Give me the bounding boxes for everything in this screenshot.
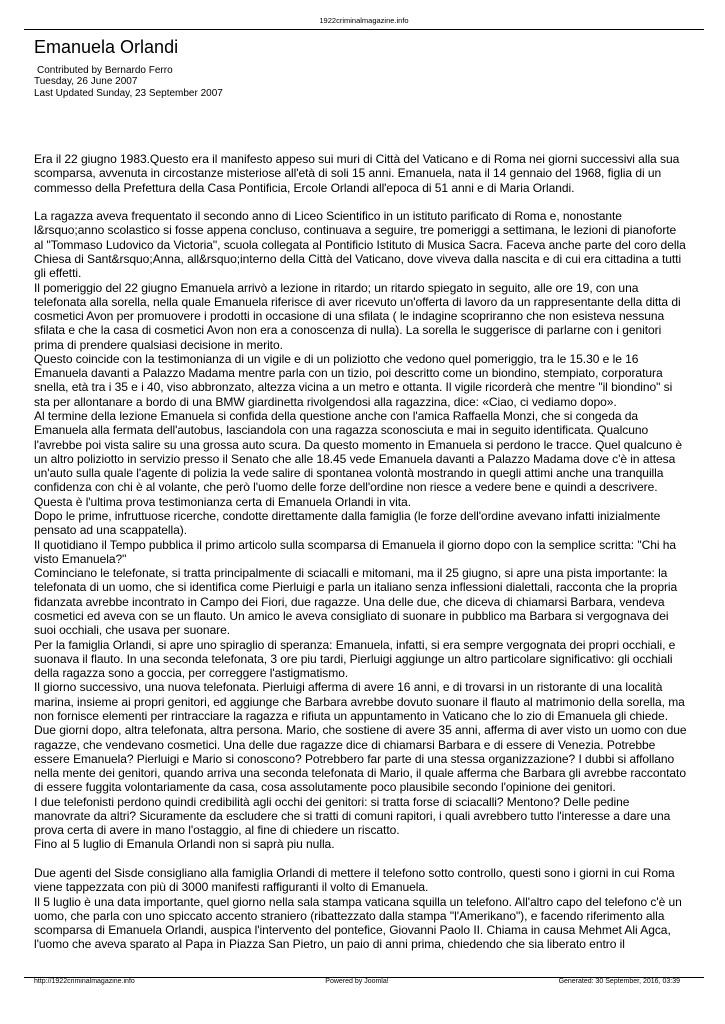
article-paragraph: Il giorno successivo, una nuova telefonata. Pierluigi afferma di avere 16 anni, e di trovarsi in un ristorante di una località marina, insieme ai propri genitori, ed aggiunge che Barbara avrebbe dovuto suonare il flauto al matrimonio della sorella, ma non fornisce elementi per rintracciare la ragazza e rifiuta un appuntamento in Vaticano che lo zio di Emanuela gli chiede. [34, 680, 685, 723]
article-paragraph: Era il 22 giugno 1983.Questo era il manifesto appeso sui muri di Città del Vaticano e di Roma nei giorni successivi alla sua scomparsa, avvenuta in circostanze misteriose all'età di soli 15 anni. Emanuela, nata il 14 gennaio del 1968, figlia di un commesso della Prefettura della Casa Pontificia, Ercole Orlandi all'epoca di 51 anni e di Maria Orlandi. [34, 152, 680, 195]
header-divider [24, 29, 704, 30]
footer-powered-by: Powered by Joomla! [325, 978, 389, 985]
article-paragraph: Per la famiglia Orlandi, si apre uno spiraglio di speranza: Emanuela, infatti, si era sempre vergognata dei propri occhiali, e suonava il flauto. In una seconda telefonata, 3 ore piu tardi, Pierluigi aggiunge un altro particolare significativo: gli occhiali della ragazza sono a goccia, per correggere l'astigmatismo. [34, 637, 676, 681]
article-updated: Last Updated Sunday, 23 September 2007 [34, 87, 223, 99]
article-paragraph: Fino al 5 luglio di Emanula Orlandi non si saprà piu nulla. [34, 837, 335, 852]
site-header: 1922criminalmagazine.info [319, 16, 409, 25]
article-paragraph: Cominciano le telefonate, si tratta principalmente di sciacalli e mitomani, ma il 25 giugno, si apre una pista importante: la telefonata di un uomo, che si identifica come Pierluigi e parla un italiano senza inflessioni dialettali, racconta che la propria fidanzata avrebbe incontrato in Campo dei Fiori, due ragazze. Una delle due, che diceva di chiamarsi Barbara, vendeva cosmetici ed aveva con se un flauto. Un amico le aveva consigliato di suonare in pubblico ma Barbara si vergognava dei suoi occhiali, che usava per suonare. [34, 566, 678, 638]
footer-url-link[interactable]: http://1922criminalmagazine.info [34, 978, 135, 985]
article-title: Emanuela Orlandi [34, 37, 179, 57]
article-paragraph: Questo coincide con la testimonianza di un vigile e di un poliziotto che vedono quel pomeriggio, tra le 15.30 e le 16 Emanuela davanti a Palazzo Madama mentre parla con un tizio, poi descritto come un biondino, stempiato, corporatura snella, età tra i 35 e i 40, viso abbronzato, altezza vicina a un metro e ottanta. Il vigile ricorderà che mentre "il biondino" si sta per allontanare a bordo di una BMW giardinetta rivolgendosi alla ragazzina, dice: «Ciao, ci vediamo dopo». [34, 351, 673, 409]
article-paragraph: Il quotidiano il Tempo pubblica il primo articolo sulla scomparsa di Emanuela il giorno dopo con la semplice scritta: "Chi ha visto Emanuela?" [34, 537, 677, 566]
article-paragraph: I due telefonisti perdono quindi credibilità agli occhi dei genitori: si tratta forse di sciacalli? Mentono? Delle pedine manovrate da altri? Sicuramente da escludere che si tratti di comuni rapitori, i quali avrebbero tutto l'interesse a dare una prova certa di avere in mano l'ostaggio, al fine di chiedere un riscatto. [34, 794, 671, 838]
article-paragraph: Due agenti del Sisde consigliano alla famiglia Orlandi di mettere il telefono sotto controllo, questi sono i giorni in cui Roma viene tappezzata con più di 3000 manifesti raffiguranti il volto di Emanuela. [34, 866, 675, 895]
footer-generated: Generated: 30 September, 2016, 03:39 [558, 978, 680, 985]
article-date: Tuesday, 26 June 2007 [34, 76, 138, 88]
site-footer [34, 977, 680, 987]
article-author: Contributed by Bernardo Ferro [37, 65, 173, 76]
article-paragraph: Dopo le prime, infruttuose ricerche, condotte direttamente dalla famiglia (le forze dell'ordine avevano infatti inizialmente pensato ad una scappatella). [34, 509, 661, 538]
article-paragraph: La ragazza aveva frequentato il secondo anno di Liceo Scientifico in un istituto parificato di Roma e, nonostante l&rsquo;anno scolastico si fosse appena concluso, continuava a seguire, tre pomeriggi a settimana, le lezioni di pianoforte al "Tommaso Ludovico da Victoria", scuola collegata al Pontificio Istituto di Musica Sacra. Faceva anche parte del coro della Chiesa di Sant&rsquo;Anna, all&rsquo;interno della Città del Vaticano, dove viveva dalla nascita e di cui era cittadina a tutti gli effetti. [34, 209, 686, 281]
article-paragraph: Il pomeriggio del 22 giugno Emanuela arrivò a lezione in ritardo; un ritardo spiegato in seguito, alle ore 19, con una telefonata alla sorella, nella quale Emanuela riferisce di aver ricevuto un'offerta di lavoro da un rappresentante della ditta di cosmetici Avon per promuovere i prodotti in occasione di una sfilata ( le indagine scopriranno che non esisteva nessuna sfilata e che la casa di cosmetici Avon non era a conoscenza di nulla). La sorella le suggerisce di parlarne con i genitori prima di prendere qualsiasi decisione in merito. [34, 280, 681, 352]
article-paragraph: Due giorni dopo, altra telefonata, altra persona. Mario, che sostiene di avere 35 anni, afferma di aver visto un uomo con due ragazze, che vendevano cosmetici. Una delle due ragazze dice di chiamarsi Barbara e di essere di Venezia. Potrebbe essere Emanuela? Pierluigi e Mario si conoscono? Potrebbero far parte di una stessa organizzazione? I dubbi si affollano nella mente dei genitori, quando arriva una seconda telefonata di Mario, il quale afferma che Barbara gli avrebbe raccontato di essere fuggita volontariamente da casa, cosa assolutamente poco plausibile secondo l'opinione dei genitori. [34, 723, 687, 795]
article-paragraph: Al termine della lezione Emanuela si confida della questione anche con l'amica Raffaella Monzi, che si congeda da Emanuela alla fermata dell'autobus, lasciandola con una ragazza sconosciuta e mai in seguito identificata. Qualcuno l'avrebbe poi vista salire su una grossa auto scura. Da questo momento in Emanuela si perdono le tracce. Quel qualcuno è un altro poliziotto in servizio presso il Senato che alle 18.45 vede Emanuela davanti a Palazzo Madama dove c'è in attesa un'auto sulla quale l'agente di polizia la vede salire di spontanea volontà mostrando in quegli attimi anche una tranquilla confidenza con chi è al volante, che però l'uomo delle forze dell'ordine non riesce a vedere bene e quindi a descrivere. Questa è l'ultima prova testimonianza certa di Emanuela Orlandi in vita. [34, 409, 683, 509]
article-body [34, 152, 688, 952]
article-meta [34, 65, 223, 99]
article-paragraph: Il 5 luglio è una data importante, quel giorno nella sala stampa vaticana squilla un telefono. All'altro capo del telefono c'è un uomo, che parla con uno spiccato accento straniero (ribattezzato dalla stampa "l'Amerikano"), e facendo riferimento alla scomparsa di Emanuela Orlandi, auspica l'intervento del pontefice, Giovanni Paolo II. Chiama in causa Mehmet Ali Agca, l'uomo che aveva sparato al Papa in Piazza San Pietro, un paio di anni prima, chiedendo che sia liberato entro il [34, 894, 682, 952]
